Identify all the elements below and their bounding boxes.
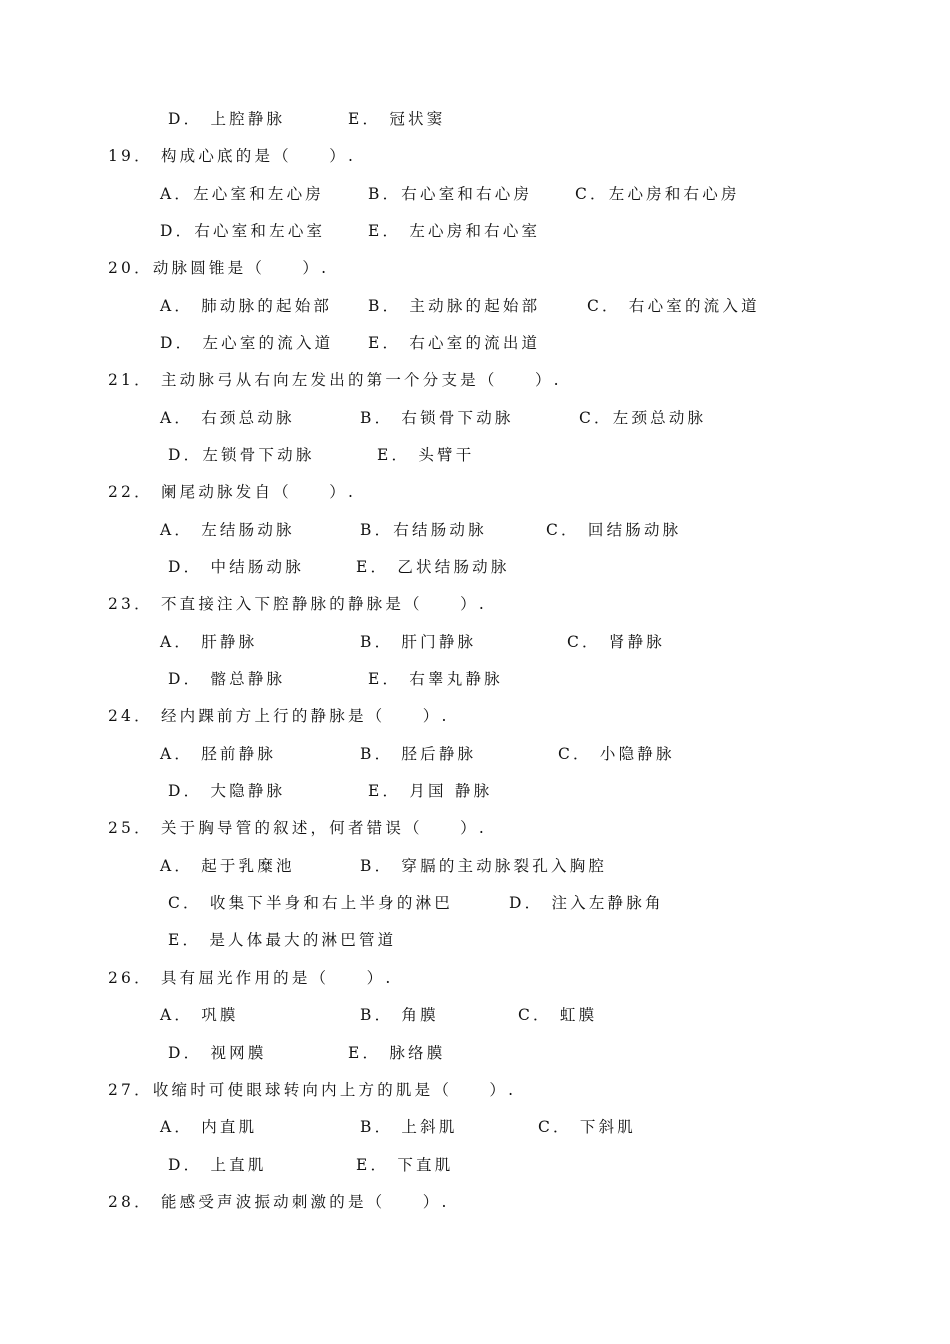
answer-option: C． 小隐静脉	[558, 745, 675, 763]
answer-option: D． 注入左静脉角	[509, 894, 664, 912]
answer-option: D． 髂总静脉	[168, 670, 286, 688]
question-stem: 26． 具有屈光作用的是（ ）.	[108, 969, 394, 987]
answer-option: A． 内直肌	[160, 1118, 258, 1136]
answer-option: E． 是人体最大的淋巴管道	[168, 931, 397, 949]
answer-option: B． 胫后静脉	[360, 745, 477, 763]
question-stem: 23． 不直接注入下腔静脉的静脉是（ ）.	[108, 595, 487, 613]
question-stem: 22． 阑尾动脉发自（ ）.	[108, 483, 357, 501]
answer-option: C． 肾静脉	[567, 633, 665, 651]
answer-option: B．右结肠动脉	[360, 521, 487, 539]
answer-option: D． 上腔静脉	[168, 110, 286, 128]
answer-option: C． 回结肠动脉	[546, 521, 682, 539]
answer-option: B． 上斜肌	[360, 1118, 458, 1136]
answer-option: C．左颈总动脉	[579, 409, 707, 427]
answer-option: B． 角膜	[360, 1006, 439, 1024]
answer-option: C．左心房和右心房	[575, 185, 740, 203]
answer-option: C． 右心室的流入道	[587, 297, 760, 315]
answer-option: E． 下直肌	[356, 1156, 454, 1174]
answer-option: A． 胫前静脉	[160, 745, 277, 763]
answer-option: B．右心室和右心房	[368, 185, 533, 203]
answer-option: A． 左结肠动脉	[160, 521, 295, 539]
answer-option: C． 虹膜	[518, 1006, 598, 1024]
question-stem: 21． 主动脉弓从右向左发出的第一个分支是（ ）.	[108, 371, 562, 389]
question-stem: 27．收缩时可使眼球转向内上方的肌是（ ）.	[108, 1081, 517, 1099]
question-stem: 25． 关于胸导管的叙述，何者错误（ ）.	[108, 819, 487, 837]
answer-option: B． 右锁骨下动脉	[360, 409, 514, 427]
answer-option: B． 主动脉的起始部	[368, 297, 541, 315]
question-stem: 28． 能感受声波振动刺激的是（ ）.	[108, 1193, 450, 1211]
answer-option: A． 起于乳糜池	[160, 857, 295, 875]
answer-option: E． 右心室的流出道	[368, 334, 541, 352]
answer-option: A． 肺动脉的起始部	[160, 297, 333, 315]
answer-option: D． 上直肌	[168, 1156, 267, 1174]
answer-option: B． 肝门静脉	[360, 633, 477, 651]
answer-option: E． 冠状窦	[348, 110, 446, 128]
answer-option: C． 下斜肌	[538, 1118, 636, 1136]
answer-option: A．左心室和左心房	[160, 185, 324, 203]
answer-option: D．右心室和左心室	[160, 222, 326, 240]
answer-option: E． 乙状结肠动脉	[356, 558, 510, 576]
answer-option: D． 中结肠动脉	[168, 558, 304, 576]
answer-option: D． 大隐静脉	[168, 782, 286, 800]
answer-option: C． 收集下半身和右上半身的淋巴	[168, 894, 453, 912]
answer-option: E． 头臂干	[377, 446, 475, 464]
question-stem: 20．动脉圆锥是（ ）.	[108, 259, 330, 277]
answer-option: A． 巩膜	[160, 1006, 239, 1024]
answer-option: A． 右颈总动脉	[160, 409, 295, 427]
answer-option: E． 月国 静脉	[368, 782, 493, 800]
answer-option: E． 左心房和右心室	[368, 222, 541, 240]
question-stem: 19． 构成心底的是（ ）.	[108, 147, 357, 165]
answer-option: E． 右睾丸静脉	[368, 670, 503, 688]
answer-option: A． 肝静脉	[160, 633, 258, 651]
answer-option: B． 穿膈的主动脉裂孔入胸腔	[360, 857, 608, 875]
answer-option: D． 视网膜	[168, 1044, 267, 1062]
answer-option: E． 脉络膜	[348, 1044, 446, 1062]
answer-option: D．左锁骨下动脉	[168, 446, 315, 464]
answer-option: D． 左心室的流入道	[160, 334, 334, 352]
question-stem: 24． 经内踝前方上行的静脉是（ ）.	[108, 707, 450, 725]
